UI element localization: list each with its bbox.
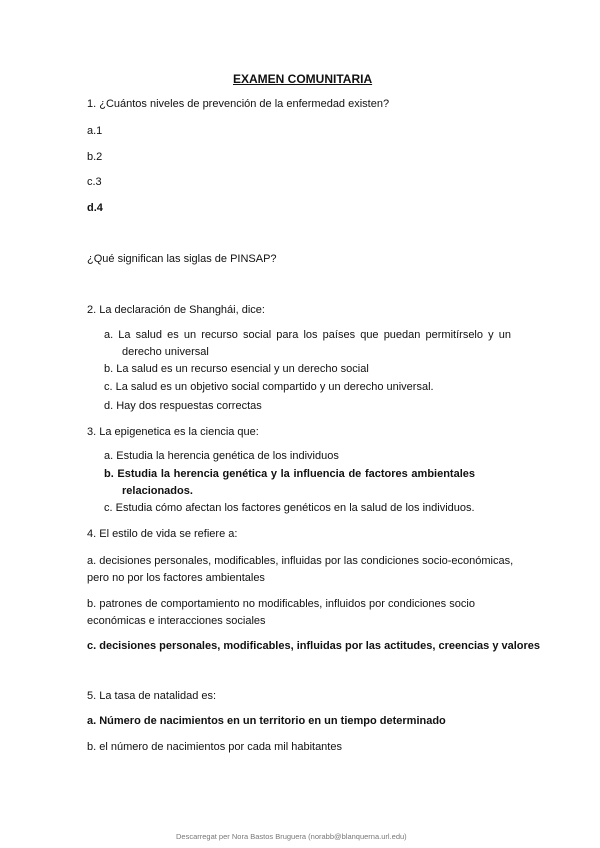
q3-option-b-line2: relacionados. bbox=[122, 485, 193, 497]
q2-option-b: b. La salud es un recurso esencial y un derecho social bbox=[104, 363, 369, 375]
q3-option-b-line1: b. Estudia la herencia genética y la influencia de factores ambientales bbox=[104, 468, 475, 480]
q1-option-b: b.2 bbox=[87, 151, 103, 163]
question-3: 3. La epigenetica es la ciencia que: bbox=[87, 426, 259, 438]
download-footer: Descarregat per Nora Bastos Bruguera (norabb@blanquerna.url.edu) bbox=[176, 832, 407, 841]
q4-option-c: c. decisiones personales, modificables, influidas por las actitudes, creencias y valores bbox=[87, 640, 541, 652]
question-4: 4. El estilo de vida se refiere a: bbox=[87, 528, 238, 540]
q1-option-c: c.3 bbox=[87, 176, 102, 188]
q3-option-a: a. Estudia la herencia genética de los individuos bbox=[104, 450, 339, 462]
question-2: 2. La declaración de Shanghái, dice: bbox=[87, 304, 265, 316]
q2-option-c: c. La salud es un objetivo social compartido y un derecho universal. bbox=[104, 381, 434, 393]
q5-option-b: b. el número de nacimientos por cada mil habitantes bbox=[87, 741, 342, 753]
q2-option-a-line1: a. La salud es un recurso social para los países que puedan permitírselo y un bbox=[104, 329, 511, 341]
q4-option-b-line2: económicas e interacciones sociales bbox=[87, 615, 266, 627]
q2-option-a-line2: derecho universal bbox=[122, 346, 209, 358]
q4-option-a-line1: a. decisiones personales, modificables, influidas por las condiciones socio-económicas, bbox=[87, 555, 514, 567]
q4-option-a-line2: pero no por los factores ambientales bbox=[87, 572, 265, 584]
question-1: 1. ¿Cuántos niveles de prevención de la enfermedad existen? bbox=[87, 98, 390, 110]
pinsap-question: ¿Qué significan las siglas de PINSAP? bbox=[87, 253, 277, 265]
q5-option-a: a. Número de nacimientos en un territorio en un tiempo determinado bbox=[87, 715, 446, 727]
page-title: EXAMEN COMUNITARIA bbox=[233, 72, 373, 86]
q1-option-a: a.1 bbox=[87, 125, 103, 137]
q1-option-d: d.4 bbox=[87, 202, 103, 214]
q4-option-b-line1: b. patrones de comportamiento no modificables, influidos por condiciones socio bbox=[87, 598, 475, 610]
q3-option-c: c. Estudia cómo afectan los factores genéticos en la salud de los individuos. bbox=[104, 502, 475, 514]
question-5: 5. La tasa de natalidad es: bbox=[87, 690, 217, 702]
q2-option-d: d. Hay dos respuestas correctas bbox=[104, 400, 262, 412]
